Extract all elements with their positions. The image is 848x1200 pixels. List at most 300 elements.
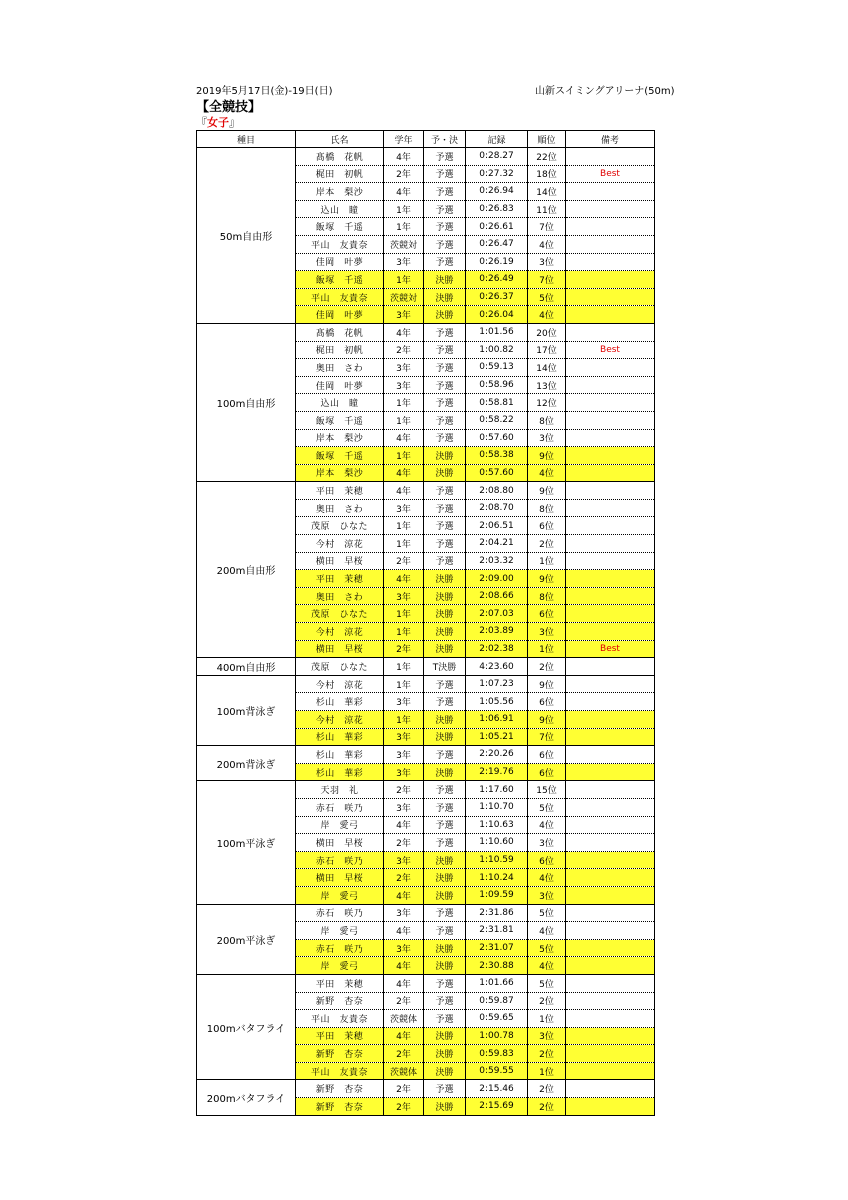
time-cell: 2:20.26: [466, 746, 528, 764]
rank-cell: 2位: [528, 658, 566, 676]
note-cell: [566, 306, 655, 324]
time-cell: 0:26.61: [466, 218, 528, 236]
time-cell: 1:05.56: [466, 693, 528, 711]
note-cell: [566, 552, 655, 570]
rank-cell: 2位: [528, 1098, 566, 1116]
round-cell: 予選: [424, 693, 466, 711]
round-cell: 決勝: [424, 640, 466, 658]
note-cell: [566, 886, 655, 904]
rank-cell: 7位: [528, 728, 566, 746]
note-cell: [566, 148, 655, 166]
note-cell: [566, 904, 655, 922]
note-cell: [566, 218, 655, 236]
time-cell: 1:10.70: [466, 798, 528, 816]
rank-cell: 2位: [528, 992, 566, 1010]
time-cell: 0:59.13: [466, 359, 528, 377]
time-cell: 0:58.22: [466, 411, 528, 429]
rank-cell: 8位: [528, 411, 566, 429]
grade-cell: 4年: [384, 886, 424, 904]
rank-cell: 4位: [528, 922, 566, 940]
athlete-name: 今村 涼花: [296, 711, 384, 729]
rank-cell: 4位: [528, 869, 566, 887]
note-cell: [566, 517, 655, 535]
time-cell: 0:26.37: [466, 288, 528, 306]
time-cell: 2:06.51: [466, 517, 528, 535]
athlete-name: 奥田 さわ: [296, 359, 384, 377]
athlete-name: 赤石 咲乃: [296, 939, 384, 957]
grade-cell: 1年: [384, 711, 424, 729]
grade-cell: 2年: [384, 1045, 424, 1063]
note-cell: [566, 183, 655, 201]
rank-cell: 9位: [528, 482, 566, 500]
rank-cell: 8位: [528, 499, 566, 517]
time-cell: 0:26.04: [466, 306, 528, 324]
athlete-name: 新野 杏奈: [296, 992, 384, 1010]
round-cell: 予選: [424, 675, 466, 693]
rank-cell: 2位: [528, 535, 566, 553]
note-cell: [566, 1080, 655, 1098]
grade-cell: 茨競対: [384, 288, 424, 306]
grade-cell: 2年: [384, 341, 424, 359]
athlete-name: 平田 茉穂: [296, 1027, 384, 1045]
round-cell: 予選: [424, 148, 466, 166]
note-cell: [566, 834, 655, 852]
grade-cell: 3年: [384, 904, 424, 922]
note-cell: [566, 535, 655, 553]
athlete-name: 平山 友貴奈: [296, 1062, 384, 1080]
note-cell: Best: [566, 341, 655, 359]
note-cell: [566, 411, 655, 429]
grade-cell: 1年: [384, 658, 424, 676]
round-cell: 決勝: [424, 886, 466, 904]
note-cell: [566, 200, 655, 218]
round-cell: 決勝: [424, 605, 466, 623]
round-cell: 予選: [424, 235, 466, 253]
rank-cell: 14位: [528, 359, 566, 377]
round-cell: 決勝: [424, 570, 466, 588]
event-name: 200m自由形: [197, 482, 296, 658]
time-cell: 2:19.76: [466, 763, 528, 781]
grade-cell: 4年: [384, 323, 424, 341]
note-cell: [566, 746, 655, 764]
round-cell: 決勝: [424, 1027, 466, 1045]
round-cell: 予選: [424, 535, 466, 553]
note-cell: [566, 253, 655, 271]
note-cell: [566, 711, 655, 729]
rank-cell: 9位: [528, 711, 566, 729]
round-cell: 予選: [424, 1080, 466, 1098]
note-cell: [566, 605, 655, 623]
time-cell: 1:10.59: [466, 851, 528, 869]
grade-cell: 4年: [384, 1027, 424, 1045]
round-cell: 決勝: [424, 851, 466, 869]
athlete-name: 横田 早桜: [296, 869, 384, 887]
athlete-name: 岸 愛弓: [296, 922, 384, 940]
time-cell: 1:10.63: [466, 816, 528, 834]
note-cell: [566, 376, 655, 394]
rank-cell: 5位: [528, 904, 566, 922]
round-cell: 予選: [424, 376, 466, 394]
grade-cell: 1年: [384, 218, 424, 236]
time-cell: 2:07.03: [466, 605, 528, 623]
note-cell: [566, 587, 655, 605]
note-cell: [566, 957, 655, 975]
athlete-name: 横田 早桜: [296, 552, 384, 570]
athlete-name: 岸 愛弓: [296, 886, 384, 904]
athlete-name: 奥田 さわ: [296, 499, 384, 517]
time-cell: 1:10.24: [466, 869, 528, 887]
time-cell: 0:58.38: [466, 447, 528, 465]
grade-cell: 4年: [384, 974, 424, 992]
time-cell: 0:59.65: [466, 1010, 528, 1028]
note-cell: [566, 922, 655, 940]
category-label: [196, 114, 240, 130]
time-cell: 2:08.70: [466, 499, 528, 517]
round-cell: 予選: [424, 165, 466, 183]
round-cell: 決勝: [424, 288, 466, 306]
rank-cell: 3位: [528, 1027, 566, 1045]
event-name: 100m自由形: [197, 323, 296, 481]
time-cell: 2:08.80: [466, 482, 528, 500]
time-cell: 0:57.60: [466, 429, 528, 447]
time-cell: 1:00.78: [466, 1027, 528, 1045]
grade-cell: 3年: [384, 746, 424, 764]
round-cell: 決勝: [424, 464, 466, 482]
athlete-name: 佳岡 叶夢: [296, 253, 384, 271]
round-cell: 予選: [424, 922, 466, 940]
time-cell: 0:28.27: [466, 148, 528, 166]
table-row: [197, 904, 655, 922]
round-cell: 予選: [424, 394, 466, 412]
round-cell: 予選: [424, 411, 466, 429]
rank-cell: 5位: [528, 798, 566, 816]
col-note-header: 備考: [566, 131, 655, 148]
rank-cell: 6位: [528, 851, 566, 869]
athlete-name: 新野 杏奈: [296, 1098, 384, 1116]
athlete-name: 髙橋 花帆: [296, 148, 384, 166]
note-cell: [566, 323, 655, 341]
round-cell: 予選: [424, 200, 466, 218]
rank-cell: 20位: [528, 323, 566, 341]
round-cell: 予選: [424, 552, 466, 570]
rank-cell: 4位: [528, 957, 566, 975]
grade-cell: 2年: [384, 165, 424, 183]
round-cell: 予選: [424, 253, 466, 271]
section-title: 【全競技】: [196, 100, 262, 115]
col-name-header: 氏名: [296, 131, 384, 148]
grade-cell: 1年: [384, 447, 424, 465]
athlete-name: 今村 涼花: [296, 623, 384, 641]
grade-cell: 茨競対: [384, 235, 424, 253]
grade-cell: 2年: [384, 640, 424, 658]
note-cell: [566, 974, 655, 992]
athlete-name: 岸 愛弓: [296, 957, 384, 975]
note-cell: [566, 658, 655, 676]
athlete-name: 奥田 さわ: [296, 587, 384, 605]
athlete-name: 茂原 ひなた: [296, 517, 384, 535]
time-cell: 0:26.94: [466, 183, 528, 201]
rank-cell: 6位: [528, 746, 566, 764]
round-cell: 決勝: [424, 587, 466, 605]
rank-cell: 2位: [528, 1080, 566, 1098]
note-cell: [566, 271, 655, 289]
table-row: [197, 658, 655, 676]
round-cell: 予選: [424, 798, 466, 816]
grade-cell: 4年: [384, 570, 424, 588]
table-row: [197, 675, 655, 693]
rank-cell: 3位: [528, 253, 566, 271]
event-name: 400m自由形: [197, 658, 296, 676]
athlete-name: 平山 友貴奈: [296, 235, 384, 253]
round-cell: 予選: [424, 429, 466, 447]
rank-cell: 3位: [528, 834, 566, 852]
note-cell: [566, 939, 655, 957]
round-cell: 予選: [424, 482, 466, 500]
grade-cell: 2年: [384, 834, 424, 852]
athlete-name: 飯塚 千遥: [296, 218, 384, 236]
time-cell: 2:31.81: [466, 922, 528, 940]
rank-cell: 9位: [528, 675, 566, 693]
grade-cell: 3年: [384, 306, 424, 324]
col-grade-header: 学年: [384, 131, 424, 148]
rank-cell: 1位: [528, 1062, 566, 1080]
note-cell: [566, 1027, 655, 1045]
note-cell: [566, 288, 655, 306]
athlete-name: 天羽 礼: [296, 781, 384, 799]
athlete-name: 岸本 梨沙: [296, 429, 384, 447]
rank-cell: 4位: [528, 816, 566, 834]
note-cell: [566, 447, 655, 465]
grade-cell: 4年: [384, 183, 424, 201]
round-cell: 予選: [424, 499, 466, 517]
note-cell: [566, 429, 655, 447]
rank-cell: 13位: [528, 376, 566, 394]
grade-cell: 3年: [384, 763, 424, 781]
athlete-name: 平山 友貴奈: [296, 1010, 384, 1028]
note-cell: [566, 394, 655, 412]
rank-cell: 4位: [528, 464, 566, 482]
round-cell: 決勝: [424, 623, 466, 641]
grade-cell: 3年: [384, 253, 424, 271]
time-cell: 1:05.21: [466, 728, 528, 746]
note-cell: [566, 781, 655, 799]
grade-cell: 1年: [384, 675, 424, 693]
category-close-bracket: 』: [229, 116, 240, 129]
time-cell: 2:15.46: [466, 1080, 528, 1098]
grade-cell: 1年: [384, 200, 424, 218]
athlete-name: 飯塚 千遥: [296, 271, 384, 289]
note-cell: Best: [566, 640, 655, 658]
round-cell: 決勝: [424, 1045, 466, 1063]
meet-venue: 山新スイミングアリーナ(50m): [535, 86, 675, 97]
round-cell: 予選: [424, 218, 466, 236]
round-cell: 決勝: [424, 1062, 466, 1080]
time-cell: 2:31.07: [466, 939, 528, 957]
note-cell: [566, 728, 655, 746]
athlete-name: 平山 友貴奈: [296, 288, 384, 306]
note-cell: [566, 499, 655, 517]
round-cell: 決勝: [424, 957, 466, 975]
event-name: 200m平泳ぎ: [197, 904, 296, 974]
athlete-name: 杉山 華彩: [296, 693, 384, 711]
rank-cell: 4位: [528, 306, 566, 324]
athlete-name: 平田 茉穂: [296, 974, 384, 992]
athlete-name: 飯塚 千遥: [296, 447, 384, 465]
grade-cell: 2年: [384, 869, 424, 887]
grade-cell: 3年: [384, 693, 424, 711]
rank-cell: 5位: [528, 974, 566, 992]
athlete-name: 杉山 華彩: [296, 728, 384, 746]
round-cell: 決勝: [424, 271, 466, 289]
athlete-name: 今村 涼花: [296, 675, 384, 693]
time-cell: 1:10.60: [466, 834, 528, 852]
note-cell: [566, 482, 655, 500]
time-cell: 0:26.49: [466, 271, 528, 289]
athlete-name: 岸本 梨沙: [296, 464, 384, 482]
athlete-name: 込山 瞳: [296, 200, 384, 218]
event-name: 100mバタフライ: [197, 974, 296, 1080]
athlete-name: 赤石 咲乃: [296, 798, 384, 816]
grade-cell: 1年: [384, 271, 424, 289]
round-cell: 予選: [424, 974, 466, 992]
time-cell: 2:03.89: [466, 623, 528, 641]
grade-cell: 3年: [384, 376, 424, 394]
athlete-name: 赤石 咲乃: [296, 851, 384, 869]
meet-date: 2019年5月17日(金)-19日(日): [196, 86, 333, 97]
results-table: [196, 130, 655, 1116]
time-cell: 1:17.60: [466, 781, 528, 799]
rank-cell: 15位: [528, 781, 566, 799]
athlete-name: 髙橋 花帆: [296, 323, 384, 341]
time-cell: 2:31.86: [466, 904, 528, 922]
athlete-name: 杉山 華彩: [296, 746, 384, 764]
round-cell: 予選: [424, 359, 466, 377]
rank-cell: 6位: [528, 693, 566, 711]
round-cell: 予選: [424, 992, 466, 1010]
rank-cell: 1位: [528, 640, 566, 658]
category-open-bracket: 『: [196, 116, 207, 129]
rank-cell: 1位: [528, 1010, 566, 1028]
rank-cell: 4位: [528, 235, 566, 253]
grade-cell: 4年: [384, 957, 424, 975]
round-cell: 予選: [424, 341, 466, 359]
col-rank-header: 順位: [528, 131, 566, 148]
note-cell: [566, 1098, 655, 1116]
rank-cell: 8位: [528, 587, 566, 605]
time-cell: 2:30.88: [466, 957, 528, 975]
grade-cell: 茨競体: [384, 1010, 424, 1028]
athlete-name: 岸本 梨沙: [296, 183, 384, 201]
grade-cell: 2年: [384, 552, 424, 570]
round-cell: 予選: [424, 746, 466, 764]
rank-cell: 3位: [528, 429, 566, 447]
note-cell: [566, 798, 655, 816]
round-cell: 予選: [424, 183, 466, 201]
grade-cell: 1年: [384, 517, 424, 535]
athlete-name: 梶田 初帆: [296, 341, 384, 359]
event-name: 100m背泳ぎ: [197, 675, 296, 745]
rank-cell: 1位: [528, 552, 566, 570]
table-row: [197, 974, 655, 992]
round-cell: 決勝: [424, 711, 466, 729]
round-cell: 予選: [424, 834, 466, 852]
athlete-name: 平田 茉穂: [296, 570, 384, 588]
athlete-name: 横田 早桜: [296, 834, 384, 852]
athlete-name: 込山 瞳: [296, 394, 384, 412]
rank-cell: 6位: [528, 517, 566, 535]
rank-cell: 6位: [528, 605, 566, 623]
table-row: [197, 323, 655, 341]
rank-cell: 18位: [528, 165, 566, 183]
event-name: 200m背泳ぎ: [197, 746, 296, 781]
time-cell: 0:57.60: [466, 464, 528, 482]
grade-cell: 3年: [384, 728, 424, 746]
time-cell: 0:27.32: [466, 165, 528, 183]
rank-cell: 11位: [528, 200, 566, 218]
time-cell: 2:08.66: [466, 587, 528, 605]
grade-cell: 4年: [384, 429, 424, 447]
time-cell: 2:09.00: [466, 570, 528, 588]
col-time-header: 記録: [466, 131, 528, 148]
event-name: 200mバタフライ: [197, 1080, 296, 1115]
note-cell: [566, 992, 655, 1010]
athlete-name: 茂原 ひなた: [296, 605, 384, 623]
grade-cell: 4年: [384, 148, 424, 166]
note-cell: [566, 869, 655, 887]
athlete-name: 平田 茉穂: [296, 482, 384, 500]
grade-cell: 3年: [384, 798, 424, 816]
round-cell: 予選: [424, 904, 466, 922]
grade-cell: 3年: [384, 499, 424, 517]
note-cell: [566, 464, 655, 482]
note-cell: [566, 851, 655, 869]
table-row: [197, 148, 655, 166]
note-cell: [566, 1045, 655, 1063]
grade-cell: 茨競体: [384, 1062, 424, 1080]
note-cell: Best: [566, 165, 655, 183]
note-cell: [566, 235, 655, 253]
round-cell: 予選: [424, 781, 466, 799]
athlete-name: 佳岡 叶夢: [296, 306, 384, 324]
rank-cell: 5位: [528, 939, 566, 957]
time-cell: 0:26.47: [466, 235, 528, 253]
grade-cell: 4年: [384, 464, 424, 482]
table-row: [197, 482, 655, 500]
table-row: [197, 781, 655, 799]
grade-cell: 2年: [384, 1098, 424, 1116]
athlete-name: 飯塚 千遥: [296, 411, 384, 429]
time-cell: 1:07.23: [466, 675, 528, 693]
table-row: [197, 1080, 655, 1098]
grade-cell: 4年: [384, 482, 424, 500]
rank-cell: 6位: [528, 763, 566, 781]
grade-cell: 2年: [384, 781, 424, 799]
note-cell: [566, 1010, 655, 1028]
col-event-header: 種目: [197, 131, 296, 148]
time-cell: 2:15.69: [466, 1098, 528, 1116]
time-cell: 0:58.96: [466, 376, 528, 394]
time-cell: 1:01.56: [466, 323, 528, 341]
round-cell: 予選: [424, 323, 466, 341]
grade-cell: 1年: [384, 535, 424, 553]
grade-cell: 4年: [384, 922, 424, 940]
note-cell: [566, 623, 655, 641]
event-name: 100m平泳ぎ: [197, 781, 296, 904]
time-cell: 2:02.38: [466, 640, 528, 658]
time-cell: 1:00.82: [466, 341, 528, 359]
grade-cell: 1年: [384, 411, 424, 429]
grade-cell: 3年: [384, 359, 424, 377]
